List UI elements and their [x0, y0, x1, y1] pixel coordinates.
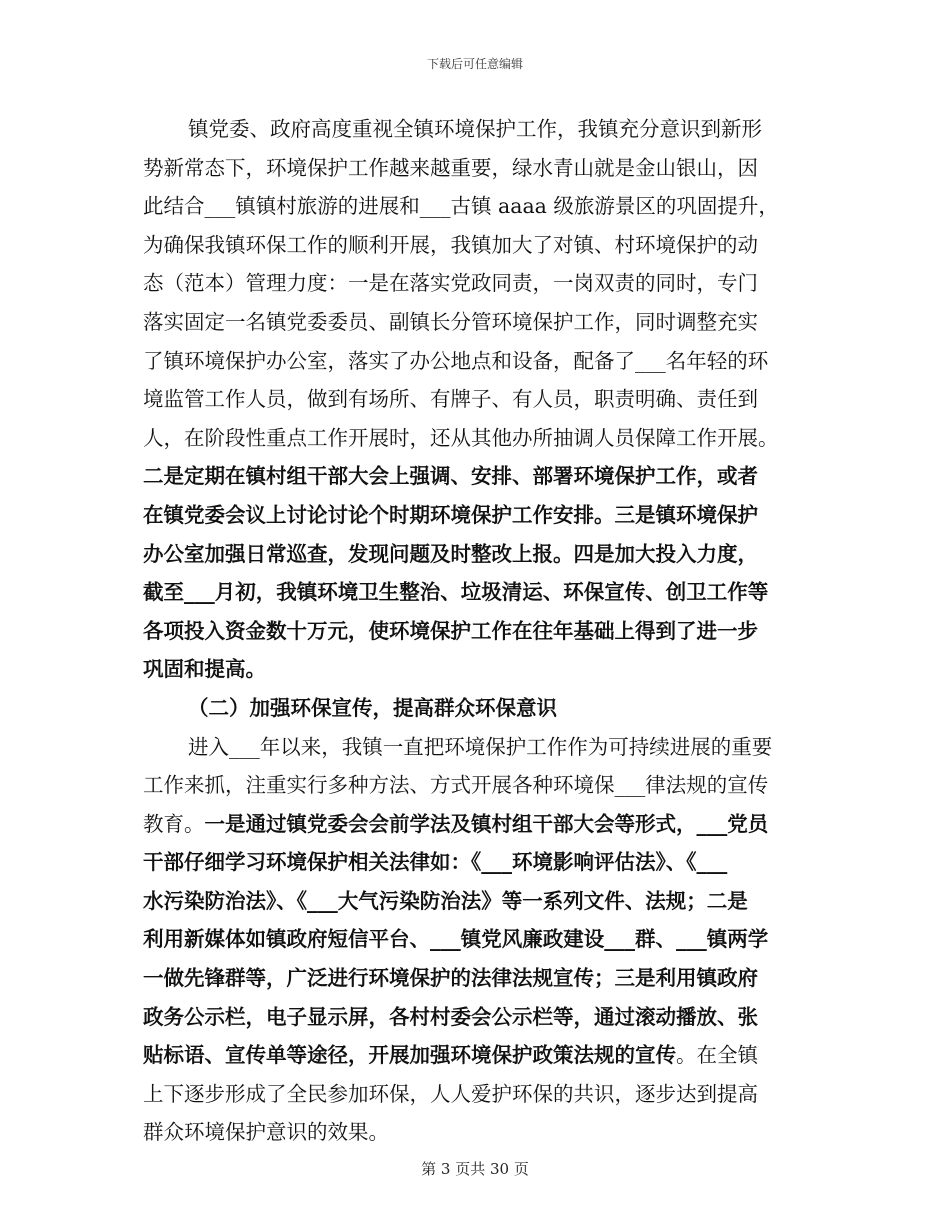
text-run: 镇党委、政府高度重视全镇环境保护工作，我镇充分意识到新形: [188, 117, 762, 141]
text-line: [143, 882, 825, 921]
text-line: [143, 959, 825, 998]
text-run: 工作来抓，注重实行多种方法、方式开展各种环境保___律法规的宣传: [143, 773, 769, 798]
text-line: [143, 612, 825, 651]
text-line: [143, 187, 825, 226]
text-run: 上下逐步形成了全民参加环保，人人爱护环保的共识，逐步达到提高: [143, 1081, 758, 1106]
text-line: [143, 766, 825, 805]
bold-text-run: 巩固和提高。: [143, 657, 266, 682]
text-run: 态（范本）管理力度：一是在落实党政同责，一岗双责的同时，专门: [143, 271, 758, 296]
bold-text-run: 一是通过镇党委会会前学法及镇村组干部大会等形式，___党员: [204, 811, 769, 836]
text-line: [143, 496, 825, 535]
text-run: 此结合___镇镇村旅游的进展和___古镇 aaaa 级旅游景区的巩固提升，: [143, 194, 779, 219]
text-line: [143, 535, 825, 574]
text-line: [143, 303, 825, 342]
bold-text-run: （二）加强环保宣传，提高群众环保意识: [188, 695, 557, 720]
text-line: [143, 149, 825, 188]
text-line: [143, 264, 825, 303]
text-run: 境监管工作人员，做到有场所、有牌子、有人员，职责明确、责任到: [143, 387, 758, 412]
text-run: 为确保我镇环保工作的顺利开展，我镇加大了对镇、村环境保护的动: [143, 232, 758, 257]
bold-text-run: 各项投入资金数十万元，使环境保护工作在往年基础上得到了进一步: [143, 618, 758, 643]
text-line: [143, 1075, 825, 1114]
text-line: [143, 110, 825, 149]
text-line: [143, 457, 825, 496]
bold-text-run: 贴标语、宣传单等途径，开展加强环境保护政策法规的宣传: [143, 1043, 676, 1068]
page-footer: 第 3 页共 30 页: [421, 1160, 529, 1178]
text-line: [143, 573, 825, 612]
text-run: 势新常态下，环境保护工作越来越重要，绿水青山就是金山银山，因: [143, 155, 758, 180]
bold-text-run: 政务公示栏，电子显示屏，各村村委会公示栏等，通过滚动播放、张: [143, 1004, 758, 1029]
text-line: [143, 342, 825, 381]
bold-text-run: 办公室加强日常巡查，发现问题及时整改上报。四是加大投入力度，: [143, 541, 758, 566]
bold-text-run: 截至___月初，我镇环境卫生整治、垃圾清运、环保宣传、创卫工作等: [143, 580, 769, 605]
text-line: [143, 380, 825, 419]
text-line: [143, 920, 825, 959]
bold-text-run: 在镇党委会议上讨论讨论个时期环境保护工作安排。三是镇环境保护: [143, 502, 758, 527]
text-run: 教育。: [143, 811, 205, 836]
page-header: 下载后可任意编辑: [426, 57, 523, 71]
text-line: [143, 805, 825, 844]
text-line: [143, 650, 825, 689]
text-line: [143, 226, 825, 265]
bold-text-run: 二是定期在镇村组干部大会上强调、安排、部署环境保护工作，或者: [143, 464, 758, 489]
text-line: [143, 1113, 825, 1152]
text-run: 群众环境保护意识的效果。: [143, 1120, 389, 1145]
text-run: 进入___年以来，我镇一直把环境保护工作作为可持续进展的重要: [188, 734, 773, 759]
bold-text-run: 水污染防治法》、《___大气污染防治法》等一系列文件、法规；二是: [143, 888, 748, 913]
text-run: 人，在阶段性重点工作开展时，还从其他办所抽调人员保障工作开展。: [143, 425, 779, 450]
text-run: 了镇环境保护办公室，落实了办公地点和设备，配备了___名年轻的环: [143, 348, 769, 373]
text-line: [143, 728, 825, 767]
document-body: [143, 110, 825, 1152]
section-heading: [143, 689, 825, 728]
bold-text-run: 利用新媒体如镇政府短信平台、___镇党风廉政建设___群、___镇两学: [143, 927, 769, 952]
text-line: [143, 419, 825, 458]
text-line: [143, 843, 825, 882]
text-run: 落实固定一名镇党委委员、副镇长分管环境保护工作，同时调整充实: [143, 309, 758, 334]
bold-text-run: 干部仔细学习环境保护相关法律如：《___环境影响评估法》、《___: [143, 850, 728, 875]
text-line: [143, 998, 825, 1037]
text-line: [143, 1036, 825, 1075]
text-run: 。在全镇: [676, 1043, 758, 1068]
bold-text-run: 一做先锋群等，广泛进行环境保护的法律法规宣传；三是利用镇政府: [143, 966, 758, 991]
